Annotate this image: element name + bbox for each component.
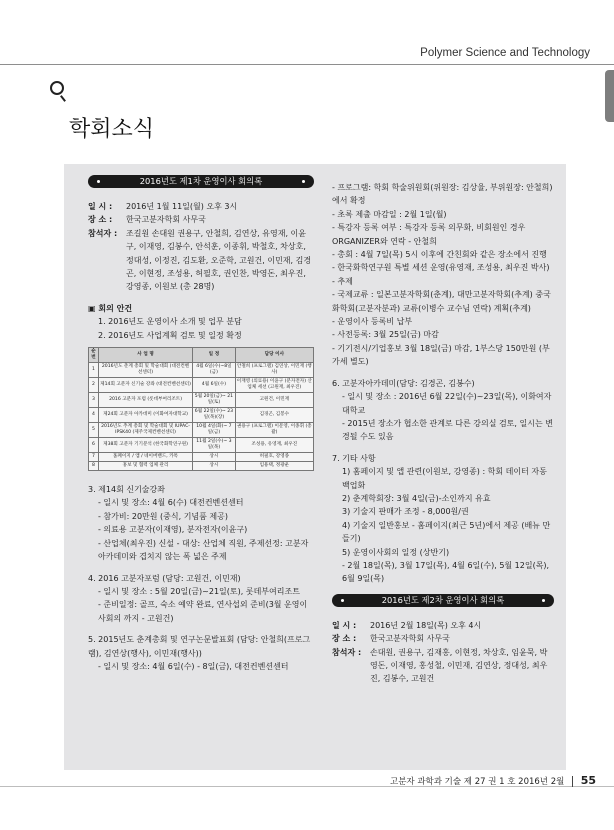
table-header-cell: 사 업 명 bbox=[98, 348, 192, 363]
spacer bbox=[88, 564, 314, 572]
table-cell: 제38회 고분자 기기분석 (한국화학연구원) bbox=[98, 438, 192, 453]
footer-citation: 고분자 과학과 기술 제 27 권 1 호 2016년 2월 bbox=[390, 777, 565, 787]
table-cell: 7 bbox=[89, 453, 99, 462]
misc-line: 3) 기술지 판매가 조정 - 8,000원/권 bbox=[342, 507, 469, 517]
agenda-heading: ▣ 회의 안건 bbox=[88, 303, 133, 313]
table-cell: 1 bbox=[89, 363, 99, 378]
block7-heading: 7. 기타 사항 bbox=[332, 453, 376, 463]
misc-line: 1) 홈페이지 및 앱 관련(이원보, 강영종) : 학회 데이터 자동 백업화 bbox=[342, 467, 547, 490]
info-label: 장 소 : bbox=[88, 215, 113, 225]
info-label: 참석자 : bbox=[332, 647, 362, 657]
table-row bbox=[89, 453, 314, 462]
bullet-dot-icon bbox=[97, 180, 100, 183]
info-value: 한국고분자학회 사무국 bbox=[370, 634, 450, 644]
agenda-item: 1. 2016년도 운영이사 소개 및 업무 분담 bbox=[98, 317, 242, 327]
block7-lines bbox=[332, 465, 554, 586]
table-cell: 홈페이지 / 앱 / 네이버밴드, 카톡 bbox=[98, 453, 192, 462]
table-cell: 상시 bbox=[193, 462, 236, 471]
program-line: - 총회 : 4월 7일(목) 5시 이후에 간친회와 같은 장소에서 진행 bbox=[332, 250, 547, 260]
info-label: 장 소 : bbox=[332, 634, 357, 644]
page-edge-tab bbox=[605, 70, 614, 122]
info-row bbox=[332, 632, 554, 645]
right-lines-a bbox=[332, 181, 554, 369]
table-row bbox=[89, 423, 314, 438]
table-cell: 4월 6일(수)~8일(금) bbox=[193, 363, 236, 378]
table-cell: 2016년도 추계 총회 및 학술대회 및 IUPAC-IPSK40 (제주국제컨벤션센터) bbox=[98, 423, 192, 438]
block-line: - 준비일정: 골프, 숙소 예약 완료, 연사섭외 준비(3월 운영이사회의 까지 - 고원건) bbox=[98, 600, 308, 623]
table-cell: 임용택, 정광운 bbox=[235, 462, 313, 471]
block-line: - 일시 및 장소 : 5월 20일(금)~21일(토), 롯데부여리조트 bbox=[98, 586, 300, 596]
table-cell: 8 bbox=[89, 462, 99, 471]
table-header-cell: 담당 이사 bbox=[235, 348, 313, 363]
table-cell: 6 bbox=[89, 438, 99, 453]
table-cell: 제24회 고분자 아카데미 (이화여자대학교) bbox=[98, 408, 192, 423]
bullet-dot-icon bbox=[302, 180, 305, 183]
meeting2-title: 2016년도 제2차 운영이사 회의록 bbox=[381, 594, 505, 605]
table-cell: 6월 22일(수)~ 23일(목)(장) bbox=[193, 408, 236, 423]
table-cell: 3 bbox=[89, 393, 99, 408]
meeting2-title-bar bbox=[332, 594, 554, 607]
info-value: 2016년 1월 11일(월) 오후 3시 bbox=[126, 202, 238, 211]
academy-line: - 2015년 장소가 협소한 관계로 다른 강의실 검토, 일시는 변경될 수도 있음 bbox=[342, 418, 553, 442]
left-column bbox=[88, 175, 314, 673]
table-header-cell: 일 정 bbox=[193, 348, 236, 363]
block6-heading: 6. 고분자아카데미(담당: 김경곤, 김봉수) bbox=[332, 378, 475, 388]
misc-line: 4) 기술지 일반홍보 - 홈페이지(최근 5년)에서 제공 (배뉴 만들기) bbox=[342, 520, 551, 544]
info-row bbox=[88, 213, 314, 226]
program-line: - 한국화학연구원 특별 세션 운영(유영재, 조성용, 최우진 박사) - 추제 bbox=[332, 263, 550, 286]
table-cell: 홍보 및 협력 업체 관리 bbox=[98, 462, 192, 471]
block-line: - 일시 및 장소: 4월 6일(수) - 8일(금), 대전컨벤션센터 bbox=[98, 661, 289, 671]
agenda-item: 2. 2016년도 사업계획 검토 및 일정 확정 bbox=[98, 330, 242, 340]
info-value: 손대원, 권용구, 김재홍, 이현정, 차상호, 임윤묵, 박영돈, 이재영, 홍성철, 이민재, 김연상, 정대성, 최우진, 김봉수, 고원건 bbox=[370, 647, 548, 684]
table-header-cell: 순번 bbox=[89, 348, 99, 363]
table-cell: 5월 20일(금)~ 21일(토) bbox=[193, 393, 236, 408]
table-cell: 2 bbox=[89, 378, 99, 393]
block6-lines bbox=[332, 390, 554, 444]
footer bbox=[390, 774, 596, 787]
agenda-list bbox=[88, 315, 314, 342]
circle-icon bbox=[50, 81, 64, 95]
program-line: - 프로그램: 학회 학술위원회(위원장: 김상율, 부위원장: 안철희)에서 확정 bbox=[332, 183, 553, 206]
program-line: - 기기전시/기업홍보 3월 18일(금) 마감, 1부스당 150만원 (부가세 별도) bbox=[332, 343, 550, 367]
bullet-dot-icon bbox=[542, 599, 545, 602]
info-row bbox=[332, 646, 554, 686]
table-cell: 상시 bbox=[193, 453, 236, 462]
info-label: 참석자 : bbox=[88, 228, 118, 238]
info-row bbox=[88, 200, 314, 213]
table-cell: 고원건, 이민재 bbox=[235, 393, 313, 408]
bullet-dot-icon bbox=[341, 599, 344, 602]
circle-tail-icon bbox=[60, 95, 66, 102]
table-row bbox=[89, 363, 314, 378]
table-cell: 권용구 (프로그램) 이문영, 이종휘 (총괄) bbox=[235, 423, 313, 438]
misc-line: 2) 춘계학회장: 3월 4일(금)-소인까지 유효 bbox=[342, 493, 491, 503]
table-cell: 김경곤, 김봉수 bbox=[235, 408, 313, 423]
right-column bbox=[332, 181, 554, 686]
table-cell: 4 bbox=[89, 408, 99, 423]
table-cell: 5 bbox=[89, 423, 99, 438]
schedule-table bbox=[88, 347, 314, 471]
table-row bbox=[89, 438, 314, 453]
table-cell: 안철희 (프로그램) 김연상, 이민재 (행사) bbox=[235, 363, 313, 378]
block-line: - 일시 및 장소: 4월 6(수) 대전컨벤션센터 bbox=[98, 498, 244, 508]
info-value: 한국고분자학회 사무국 bbox=[126, 215, 206, 225]
footer-separator bbox=[572, 776, 573, 787]
misc-line: 5) 운영이사회의 일정 (상반기) bbox=[342, 547, 450, 557]
table-cell: 11월 2일(수)~ 3일(목) bbox=[193, 438, 236, 453]
meeting2-info bbox=[332, 619, 554, 686]
schedule-body bbox=[89, 363, 314, 471]
program-line: - 초록 제출 마감일 : 2월 1일(월) bbox=[332, 209, 447, 219]
table-cell: 2016년도 춘계 총회 및 학술대회 (대전컨벤션센터) bbox=[98, 363, 192, 378]
table-row bbox=[89, 378, 314, 393]
table-cell: 10월 4일(화)~ 7일(금) bbox=[193, 423, 236, 438]
block-heading: 4. 2016 고분자포럼 (담당: 고원건, 이민재) bbox=[88, 573, 241, 583]
section-title: 학회소식 bbox=[69, 117, 155, 142]
meeting1-title-bar bbox=[88, 175, 314, 188]
page-number: 55 bbox=[580, 774, 597, 787]
program-line: - 사전등록: 3월 25일(금) 마감 bbox=[332, 330, 439, 340]
misc-line: - 2월 18일(목), 3월 17일(목), 4월 6일(수), 5월 12일(목), 6월 9일(목) bbox=[342, 560, 550, 584]
left-blocks bbox=[88, 475, 314, 673]
table-cell: 4월 6일(수) bbox=[193, 378, 236, 393]
table-cell: 제14회 고분자 신기술 강좌 (대전컨벤션센터) bbox=[98, 378, 192, 393]
table-cell: 이재영 (의료용) 이윤구 (분자전자) 산업체 세션 (고원재, 최우진) bbox=[235, 378, 313, 393]
table-row bbox=[89, 462, 314, 471]
header-rule bbox=[0, 64, 614, 65]
table-row bbox=[89, 393, 314, 408]
program-line: - 운영이사 등록비 납부 bbox=[332, 317, 413, 327]
info-value: 조길원 손대원 권용구, 안철희, 김연상, 유영재, 이윤구, 이재영, 김봉수, 안석훈, 이종휘, 박철호, 차상호, 정대성, 이정진, 김도환, 오준학, 고원건, 이민재, 김경곤, 이현정, 조성용, 허필호, 권인찬, 박영돈, 최우진, 강영종, 이원보 (총 28명) bbox=[126, 228, 312, 292]
block-heading: 5. 2015년도 춘계총회 및 연구논문발표회 (담당: 안철희(프로그램), 김연상(행사), 이민재(행사)) bbox=[88, 635, 311, 658]
table-cell: 2016 고분자 포럼 (롯데부여리조트) bbox=[98, 393, 192, 408]
table-cell: 허필호, 강영종 bbox=[235, 453, 313, 462]
academy-line: - 일시 및 장소 : 2016년 6월 22일(수)~23일(목), 이화여자대학교 bbox=[342, 392, 552, 415]
block-line: - 산업체(최우진) 신설 - 대상: 산업체 직원, 주제선정: 고분자아카데미와 겹치지 않는 폭 넓은 주제 bbox=[98, 538, 309, 562]
meeting1-title: 2016년도 제1차 운영이사 회의록 bbox=[139, 176, 263, 186]
journal-name: Polymer Science and Technology bbox=[420, 47, 590, 59]
block-line: - 의료용 고분자(이재영), 분자전자(이윤구) bbox=[98, 525, 248, 535]
schedule-header-row bbox=[89, 348, 314, 363]
block-heading: 3. 제14회 신기술강좌 bbox=[88, 485, 165, 495]
info-label: 일 시 : bbox=[332, 620, 357, 630]
spacer bbox=[88, 625, 314, 633]
block-line: - 참가비: 20만원 (중식, 기념품 제공) bbox=[98, 511, 228, 521]
info-row bbox=[332, 619, 554, 632]
spacer bbox=[88, 475, 314, 483]
info-value: 2016년 2월 18일(목) 오후 4시 bbox=[370, 620, 482, 630]
meeting1-info bbox=[88, 200, 314, 294]
info-label: 일 시 : bbox=[88, 202, 113, 211]
info-row bbox=[88, 227, 314, 294]
table-row bbox=[89, 408, 314, 423]
program-line: - 특강자 등록 여부 : 특강자 등록 의무화, 비회원인 경우 ORGANIZER와 연락 - 안철희 bbox=[332, 223, 526, 246]
program-line: - 국제교류 : 일본고분자학회(춘계), 대만고분자학회(추계) 중국화학회(고분자분과) 교류(이병수 교수님 연락) 계획(추계) bbox=[332, 290, 551, 313]
table-cell: 조성용, 유영재, 최우진 bbox=[235, 438, 313, 453]
